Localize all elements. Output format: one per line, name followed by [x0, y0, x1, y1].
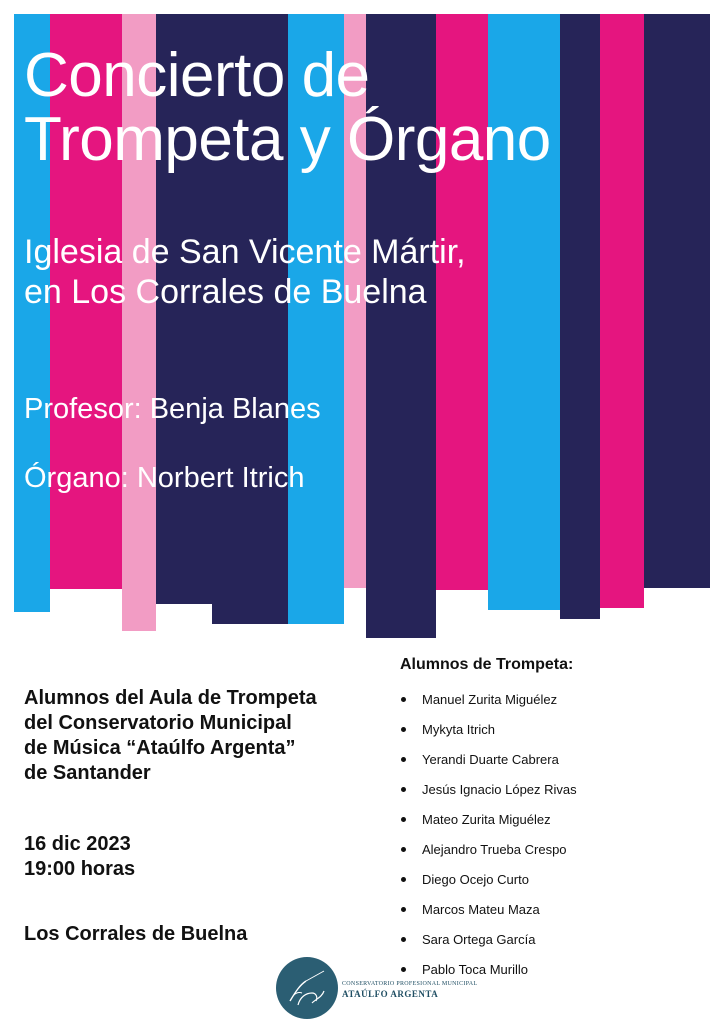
list-item: [400, 718, 577, 748]
list-item: [400, 838, 577, 868]
school-line: de Santander: [24, 762, 151, 784]
conservatory-logo: [276, 955, 612, 1021]
venue: [24, 232, 466, 312]
venue-line: Iglesia de San Vicente Mártir,: [24, 233, 466, 271]
bullet-icon: [401, 727, 406, 732]
event-date: 16 dic 2023: [24, 833, 131, 855]
student-name: Marcos Mateu Maza: [422, 902, 540, 917]
list-item: [400, 778, 577, 808]
teacher: Profesor: Benja Blanes: [24, 393, 321, 425]
list-item: [400, 688, 577, 718]
student-name: Mykyta Itrich: [422, 722, 495, 737]
students-list: [400, 688, 577, 988]
stripe: [600, 14, 644, 608]
conductor-hands-icon: [276, 957, 338, 1019]
title-line: Trompeta y Órgano: [24, 105, 551, 174]
event-time: 19:00 horas: [24, 858, 136, 880]
bullet-icon: [401, 937, 406, 942]
bullet-icon: [401, 787, 406, 792]
event-place: Los Corrales de Buelna: [24, 923, 248, 945]
student-name: Mateo Zurita Miguélez: [422, 812, 551, 827]
organist: Órgano: Norbert Itrich: [24, 462, 305, 494]
school-line: Alumnos del Aula de Trompeta: [24, 687, 317, 709]
student-name: Jesús Ignacio López Rivas: [422, 782, 577, 797]
student-name: Pablo Toca Murillo: [422, 962, 528, 977]
student-name: Yerandi Duarte Cabrera: [422, 752, 559, 767]
logo-line-2: ATAÚLFO ARGENTA: [342, 989, 439, 999]
logo-line-1: CONSERVATORIO PROFESIONAL MUNICIPAL: [342, 981, 478, 987]
poster-title: [24, 41, 551, 174]
list-item: [400, 808, 577, 838]
logo-text: [342, 981, 477, 999]
venue-line: en Los Corrales de Buelna: [24, 273, 427, 311]
student-name: Manuel Zurita Miguélez: [422, 692, 558, 707]
list-item: [400, 898, 577, 928]
list-item: [400, 748, 577, 778]
bullet-icon: [401, 757, 406, 762]
event-datetime: [24, 832, 135, 882]
list-item: [400, 868, 577, 898]
list-item: [400, 928, 577, 958]
students-heading: Alumnos de Trompeta:: [400, 656, 574, 673]
school-description: [24, 686, 384, 786]
student-name: Diego Ocejo Curto: [422, 872, 529, 887]
stripe: [644, 14, 710, 588]
bullet-icon: [401, 877, 406, 882]
bullet-icon: [401, 907, 406, 912]
student-name: Alejandro Trueba Crespo: [422, 842, 567, 857]
bullet-icon: [401, 697, 406, 702]
school-line: del Conservatorio Municipal: [24, 712, 292, 734]
stripe: [560, 14, 600, 619]
bullet-icon: [401, 847, 406, 852]
title-line: Concierto de: [24, 41, 370, 110]
bullet-icon: [401, 817, 406, 822]
school-line: de Música “Ataúlfo Argenta”: [24, 737, 296, 759]
student-name: Sara Ortega García: [422, 932, 536, 947]
